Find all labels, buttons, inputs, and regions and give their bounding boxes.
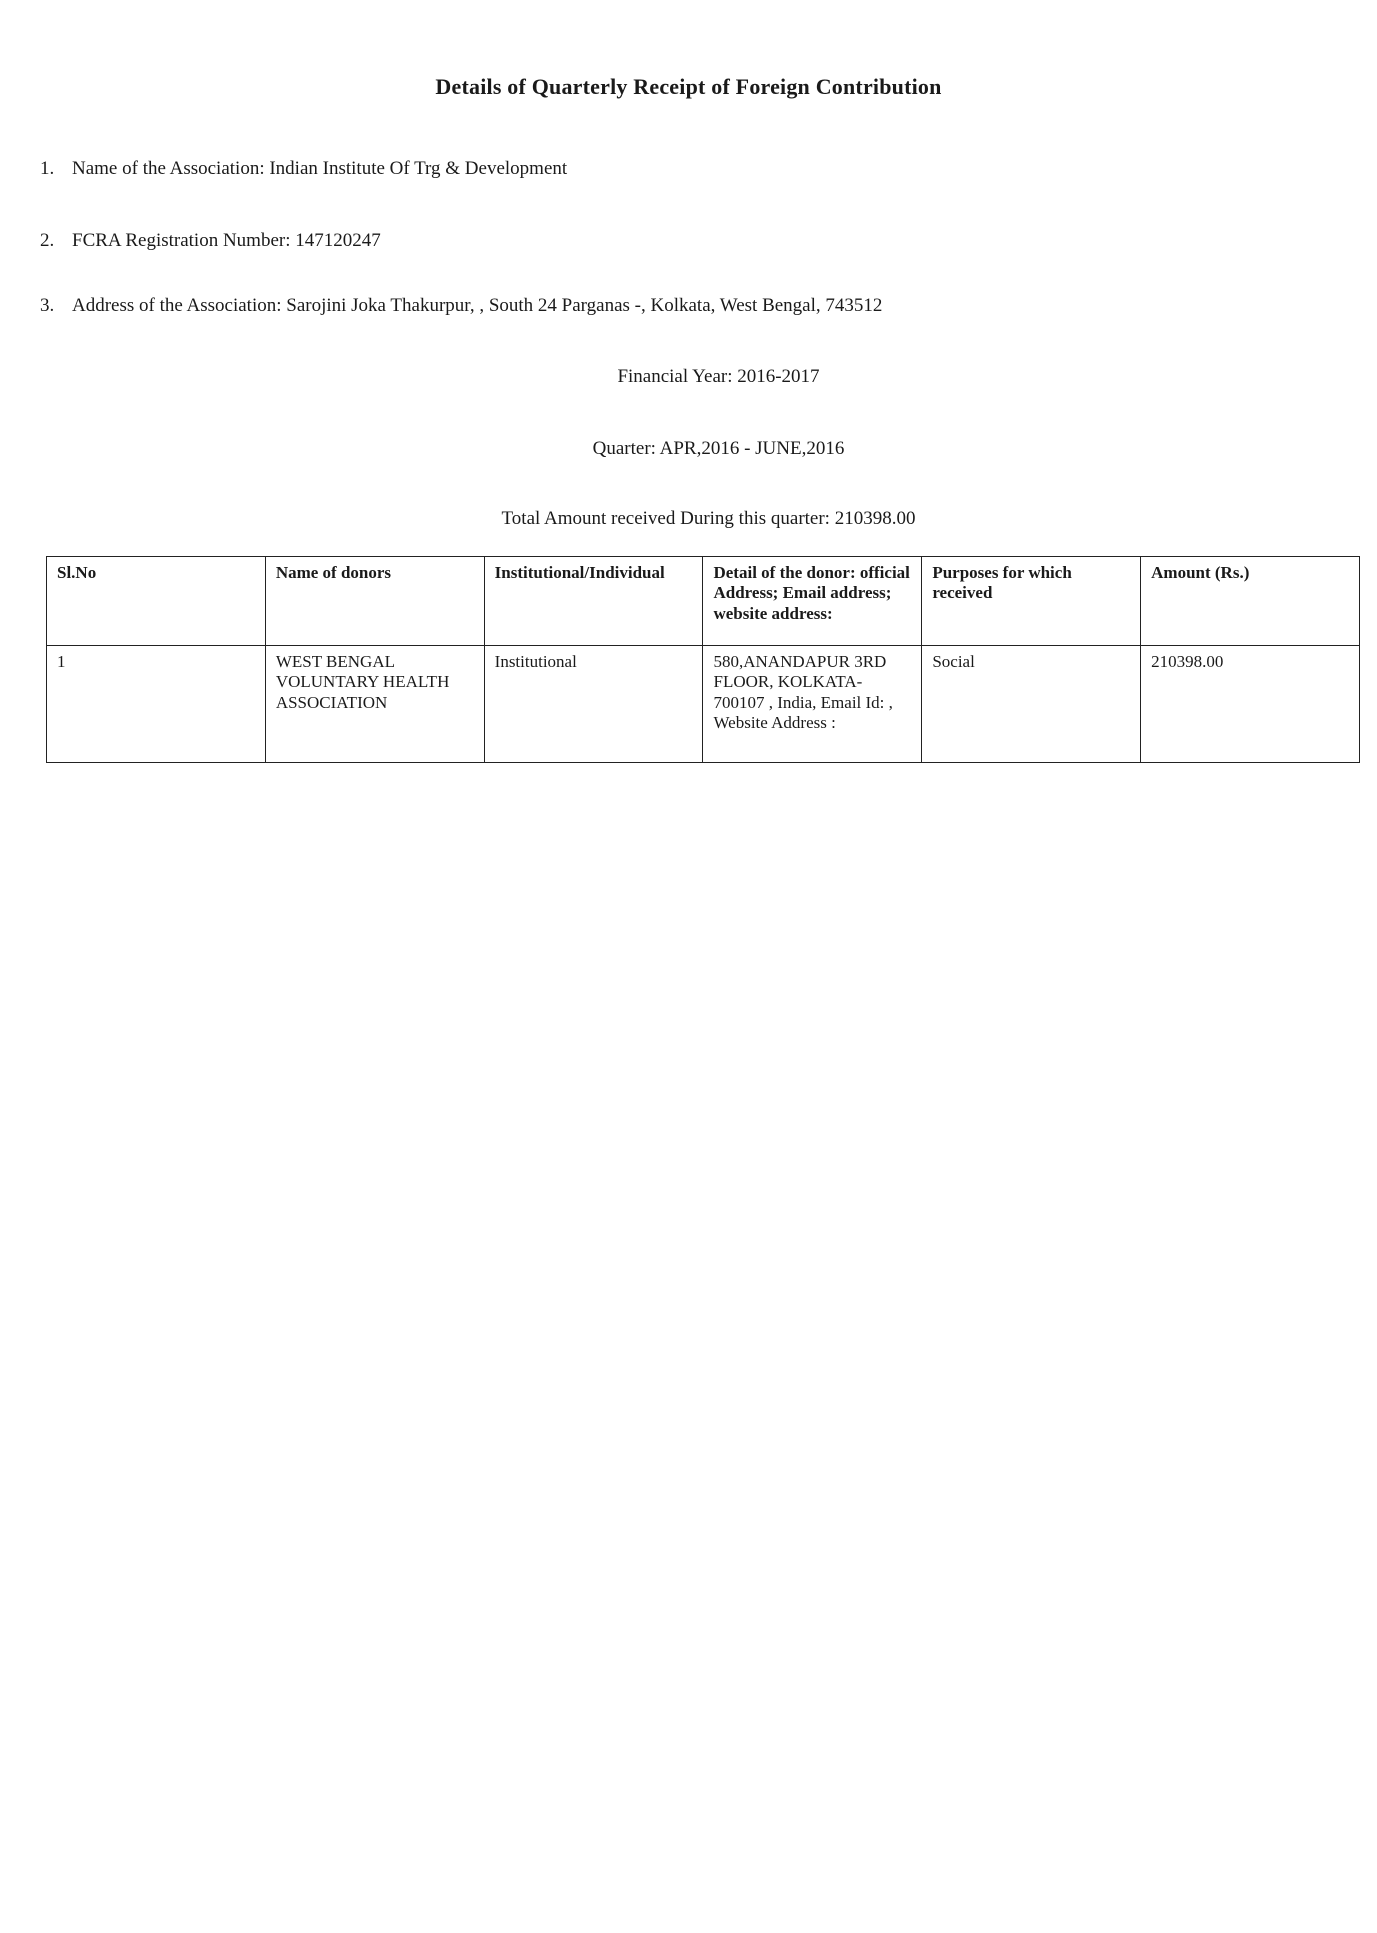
cell-donor-name: WEST BENGAL VOLUNTARY HEALTH ASSOCIATION (265, 646, 484, 763)
cell-sl-no: 1 (47, 646, 266, 763)
cell-purpose: Social (922, 646, 1141, 763)
total-amount: Total Amount received During this quarter: 210398.00 (501, 508, 916, 529)
table-header-row (47, 557, 1360, 646)
field-number: 2. (40, 230, 55, 251)
cell-amount: 210398.00 (1141, 646, 1360, 763)
header-donor-name: Name of donors (265, 557, 484, 646)
document-title: Details of Quarterly Receipt of Foreign Contribution (435, 74, 942, 99)
financial-year: Financial Year: 2016-2017 (617, 366, 820, 387)
cell-donor-detail: 580,ANANDAPUR 3RD FLOOR, KOLKATA-700107 , India, Email Id: , Website Address : (703, 646, 922, 763)
header-donor-type: Institutional/Individual (484, 557, 703, 646)
header-donor-detail: Detail of the donor: official Address; Email address; website address: (703, 557, 922, 646)
field-number: 3. (40, 295, 55, 316)
cell-donor-type: Institutional (484, 646, 703, 763)
fcra-registration-text: FCRA Registration Number: 147120247 (72, 230, 381, 251)
header-amount: Amount (Rs.) (1141, 557, 1360, 646)
field-number: 1. (40, 158, 55, 179)
header-purpose: Purposes for which received (922, 557, 1141, 646)
donor-table (46, 556, 1360, 763)
quarter: Quarter: APR,2016 - JUNE,2016 (592, 438, 845, 459)
table-row (47, 646, 1360, 763)
association-address-text: Address of the Association: Sarojini Joka Thakurpur, , South 24 Parganas -, Kolkata, West Bengal, 743512 (72, 295, 883, 316)
association-address-line (40, 295, 882, 317)
association-name-line (40, 158, 567, 180)
association-name-text: Name of the Association: Indian Institute Of Trg & Development (72, 158, 568, 179)
header-sl-no: Sl.No (47, 557, 266, 646)
fcra-registration-line (40, 230, 381, 252)
